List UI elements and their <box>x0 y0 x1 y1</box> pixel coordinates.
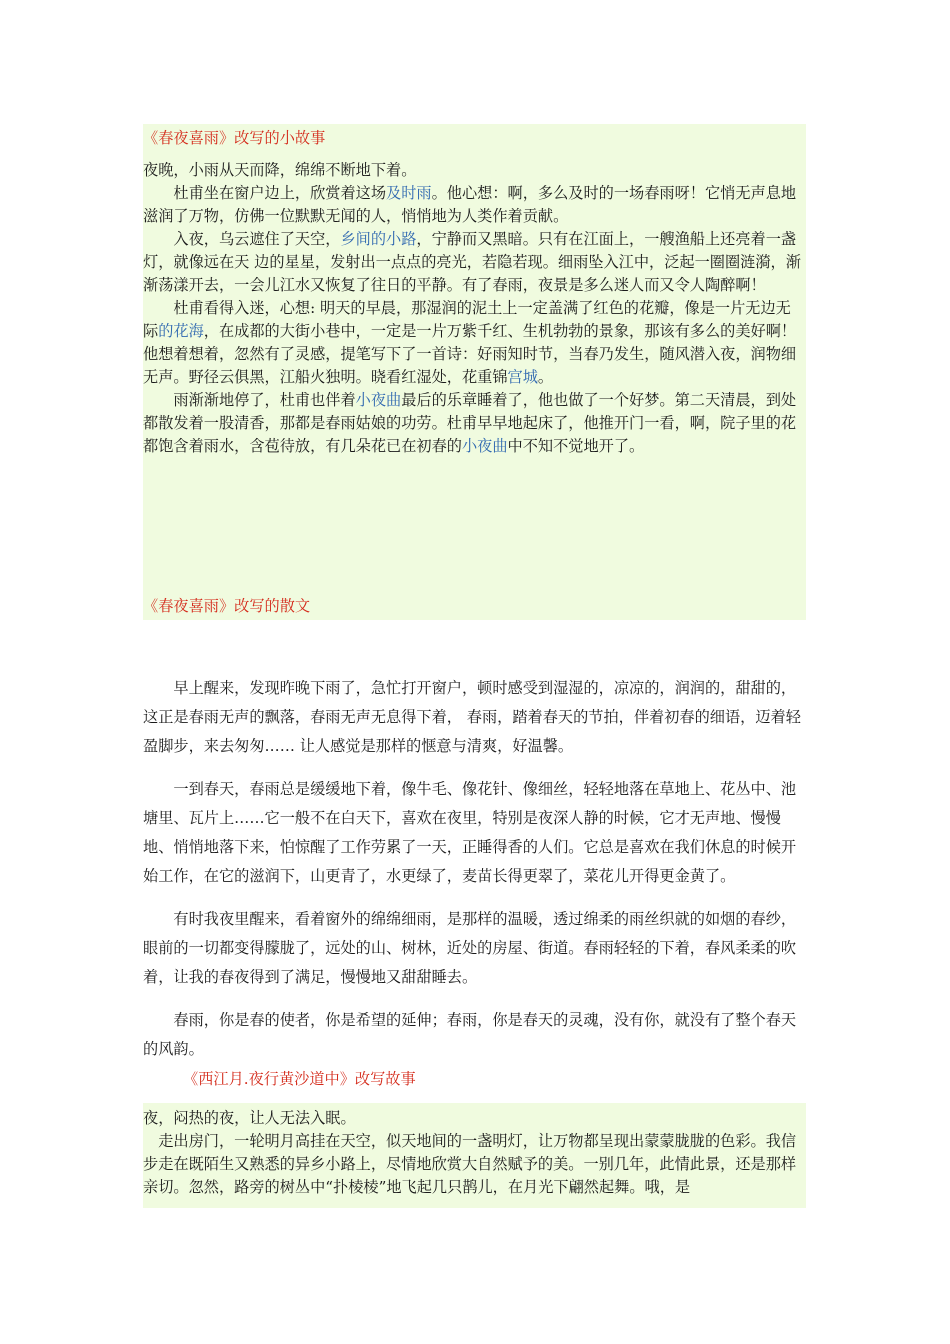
story-title[interactable]: 《春夜喜雨》改写的小故事 <box>143 129 326 147</box>
xijiang-paragraph: 夜，闷热的夜，让人无法入眠。 <box>143 1109 356 1127</box>
story-paragraph: 入夜，乌云遮住了天空，乡间的小路，宁静而又黑暗。只有在江面上，一艘渔船上还亮着一盏灯，就像远在天 边的星星，发射出一点点的亮光，若隐若现。细雨坠入江中，泛起一圈圈涟漪，渐渐荡漾开去，一会儿江水又恢复了往日的平静。有了春雨，夜景是多么迷人而又令人陶醉啊！ <box>143 230 801 294</box>
story-paragraph: 雨渐渐地停了，杜甫也伴着小夜曲最后的乐章睡着了，他也做了一个好梦。第二天清晨，到处都散发着一股清香，那都是春雨姑娘的功劳。杜甫早早地起床了，他推开门一看，啊，院子里的花都饱含着雨水，含苞待放，有几朵花已在初春的小夜曲中不知不觉地开了。 <box>143 391 797 455</box>
link-serenade[interactable]: 小夜曲 <box>355 391 402 409</box>
essay-paragraph: 一到春天，春雨总是缓缓地下着，像牛毛、像花针、像细丝，轻轻地落在草地上、花丛中、池塘里、瓦片上……它一般不在白天下，喜欢在夜里，特别是夜深人静的时候，它才无声地、慢慢地、悄悄地落下来，怕惊醒了工作劳累了一天，正睡得香的人们。它总是喜欢在我们休息的时候开始工作，在它的滋润下，山更青了，水更绿了，麦苗长得更翠了，菜花儿开得更金黄了。 <box>143 780 797 885</box>
story-paragraph: 杜甫坐在窗户边上，欣赏着这场及时雨。他心想：啊，多么及时的一场春雨呀！它悄无声息地滋润了万物，仿佛一位默默无闻的人，悄悄地为人类作着贡献。 <box>143 184 797 225</box>
link-country-road[interactable]: 乡间的小路 <box>340 230 417 248</box>
essay-paragraph: 春雨，你是春的使者，你是希望的延伸；春雨，你是春天的灵魂，没有你，就没有了整个春天的风韵。 <box>143 1011 797 1058</box>
link-palace-city[interactable]: 宫城 <box>507 368 538 386</box>
essay-title[interactable]: 《春夜喜雨》改写的散文 <box>143 597 311 615</box>
essay-paragraph: 有时我夜里醒来，看着窗外的绵绵细雨，是那样的温暖，透过绵柔的雨丝织就的如烟的春纱，眼前的一切都变得朦胧了，远处的山、树林，近处的房屋、街道。春雨轻轻的下着，春风柔柔的吹着，让我的春夜得到了满足，慢慢地又甜甜睡去。 <box>143 910 797 986</box>
link-serenade[interactable]: 小夜曲 <box>461 437 508 455</box>
essay-paragraph: 早上醒来，发现昨晚下雨了，急忙打开窗户，顿时感受到湿湿的，凉凉的，润润的，甜甜的，这正是春雨无声的飘落，春雨无声无息得下着， 春雨，踏着春天的节拍，伴着初春的细语，迈着轻盈脚步，来去匆匆…… 让人感觉是那样的惬意与清爽，好温馨。 <box>143 679 801 755</box>
essay-section <box>143 674 806 1064</box>
xijiang-section <box>143 1103 806 1208</box>
story-section <box>143 124 806 620</box>
xijiang-title[interactable]: 《西江月.夜行黄沙道中》改写故事 <box>183 1070 416 1088</box>
link-timely-rain[interactable]: 及时雨 <box>386 184 432 202</box>
story-paragraph: 夜晚，小雨从天而降，绵绵不断地下着。 <box>143 161 417 179</box>
xijiang-paragraph: 走出房门，一轮明月高挂在天空，似天地间的一盏明灯，让万物都呈现出蒙蒙胧胧的色彩。我信步走在既陌生又熟悉的异乡小路上，尽情地欣赏大自然赋予的美。一别几年，此情此景，还是那样亲切。忽然，路旁的树丛中“扑棱棱”地飞起几只鹊儿，在月光下翩然起舞。哦，是 <box>143 1132 797 1196</box>
story-paragraph: 杜甫看得入迷，心想: 明天的早晨，那湿润的泥土上一定盖满了红色的花瓣，像是一片无边无际的花海，在成都的大街小巷中，一定是一片万紫千红、生机勃勃的景象，那该有多么的美好啊！他想着想着，忽然有了灵感，提笔写下了一首诗：好雨知时节，当春乃发生，随风潜入夜，润物细无声。野径云俱黑，江船火独明。晓看红湿处，花重锦宫城。 <box>143 299 797 386</box>
link-flower-sea[interactable]: 的花海 <box>158 322 204 340</box>
